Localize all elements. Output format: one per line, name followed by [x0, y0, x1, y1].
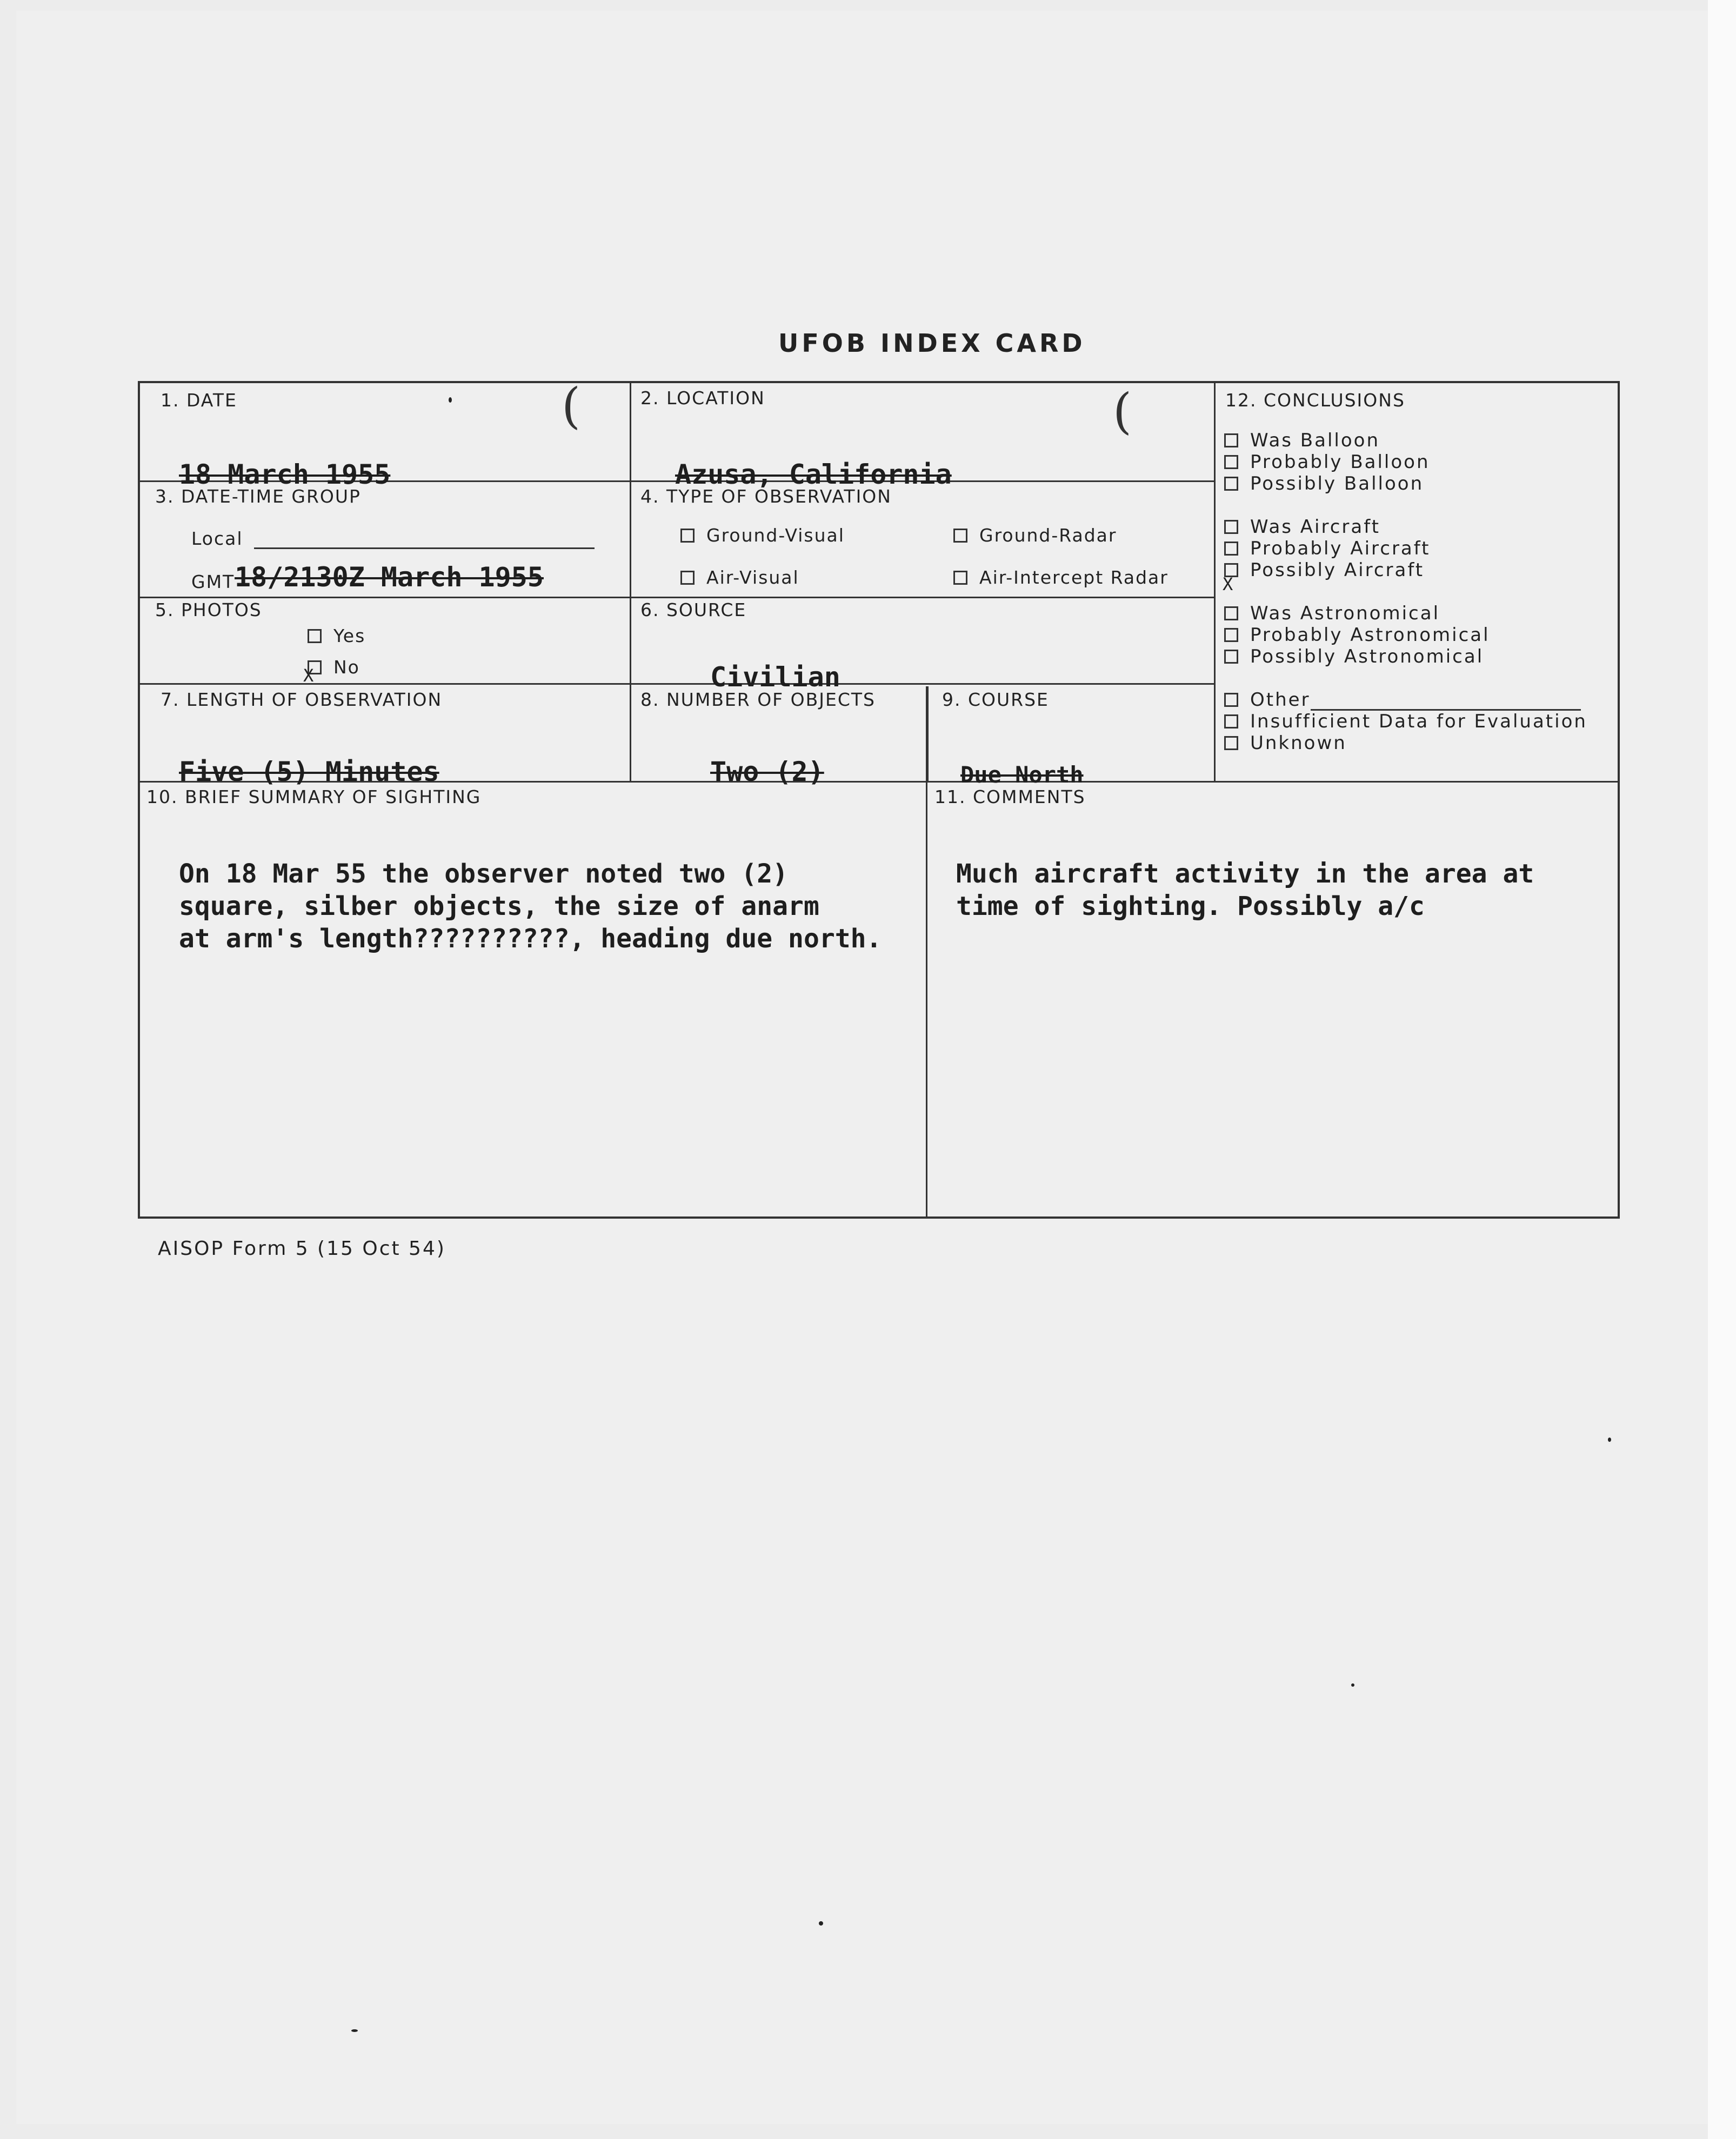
option-label: Ground-Radar [979, 525, 1117, 546]
checkbox-icon [1224, 650, 1238, 664]
gmt-label: GMT [191, 571, 235, 592]
conclusion-item [1224, 624, 1490, 646]
summary-line: square, silber objects, the size of anarm [179, 891, 819, 921]
option-label: Ground-Visual [706, 525, 845, 546]
option-air-visual [680, 567, 799, 588]
paren-mark: ( [1113, 383, 1132, 440]
checkbox-icon [953, 571, 967, 585]
comments-line: time of sighting. Possibly a/c [956, 891, 1425, 921]
source-value: Civilian [710, 661, 840, 693]
date-time-group-label: 3. DATE-TIME GROUP [155, 486, 361, 507]
checkbox-icon [1224, 714, 1238, 728]
conclusion-label: Other [1250, 689, 1311, 711]
date-label: 1. DATE [161, 390, 237, 411]
conclusion-label: Possibly Balloon [1250, 473, 1424, 494]
comments-label: 11. COMMENTS [934, 786, 1086, 807]
conclusion-item [1224, 516, 1380, 538]
checkbox-icon [1224, 693, 1238, 707]
location-label: 2. LOCATION [640, 387, 765, 409]
checkbox-icon [680, 571, 695, 585]
checkbox-icon [1224, 628, 1238, 642]
photos-no [308, 657, 360, 678]
checkbox-icon [953, 529, 967, 543]
summary-label: 10. BRIEF SUMMARY OF SIGHTING [146, 786, 482, 807]
conclusion-label: Possibly Aircraft [1250, 559, 1425, 581]
course-value: Due North [960, 761, 1084, 788]
conclusion-item [1224, 689, 1581, 711]
conclusion-item [1224, 430, 1380, 451]
gmt-value: 18/2130Z March 1955 [235, 562, 544, 593]
option-ground-radar [953, 525, 1117, 546]
conclusion-label: Probably Astronomical [1250, 624, 1490, 646]
divider [630, 383, 631, 781]
no-label: No [333, 657, 360, 678]
divider [927, 686, 929, 781]
conclusion-item [1224, 732, 1347, 754]
conclusion-item [1224, 451, 1430, 473]
conclusion-label: Probably Aircraft [1250, 538, 1431, 559]
option-ground-visual [680, 525, 845, 546]
conclusions-label: 12. CONCLUSIONS [1225, 390, 1405, 411]
index-card [138, 378, 1620, 1219]
divider [140, 683, 1214, 685]
checkbox-icon [308, 629, 322, 643]
conclusion-item [1224, 711, 1587, 732]
possibly-aircraft-x-mark: X [1223, 574, 1233, 594]
conclusion-item [1224, 538, 1430, 559]
conclusion-item [1224, 559, 1424, 581]
checkbox-icon [1224, 455, 1238, 469]
date-value: 18 March 1955 [179, 459, 391, 490]
scan-speck [819, 1921, 823, 1926]
conclusion-item [1224, 646, 1484, 667]
divider [1214, 383, 1216, 781]
photos-yes [308, 625, 365, 646]
summary-line: On 18 Mar 55 the observer noted two (2) [179, 859, 789, 889]
card-title: UFOB INDEX CARD [778, 329, 1086, 358]
form-footer: AISOP Form 5 (15 Oct 54) [158, 1238, 446, 1260]
length-of-observation-value: Five (5) Minutes [179, 756, 439, 787]
scan-speck [1351, 1683, 1354, 1687]
local-label [191, 528, 595, 549]
conclusion-label: Was Aircraft [1250, 516, 1380, 538]
checkbox-icon [1224, 736, 1238, 750]
yes-label: Yes [333, 625, 366, 646]
conclusion-label: Possibly Astronomical [1250, 646, 1484, 667]
checkbox-icon [1224, 477, 1238, 491]
checkbox-icon [1224, 606, 1238, 620]
option-air-intercept-radar [953, 567, 1169, 588]
summary-line: at arm's length??????????, heading due north. [179, 924, 882, 954]
conclusion-label: Was Astronomical [1250, 603, 1440, 624]
number-of-objects-value: Two (2) [710, 756, 824, 787]
source-label: 6. SOURCE [640, 599, 747, 620]
comments-line: Much aircraft activity in the area at [956, 859, 1534, 889]
photos-no-x-mark: X [303, 665, 314, 686]
checkbox-icon [1224, 433, 1238, 447]
checkbox-icon [1224, 542, 1238, 556]
conclusion-label: Insufficient Data for Evaluation [1250, 711, 1587, 732]
scan-speck [351, 2029, 358, 2032]
number-of-objects-label: 8. NUMBER OF OBJECTS [640, 689, 876, 710]
type-of-observation-label: 4. TYPE OF OBSERVATION [640, 486, 892, 507]
scan-margin [1708, 0, 1736, 2139]
local-field [254, 547, 595, 549]
conclusion-item [1224, 473, 1424, 494]
conclusion-label: Unknown [1250, 732, 1347, 754]
local-label-text: Local [191, 528, 243, 549]
conclusion-label: Was Balloon [1250, 430, 1380, 451]
course-label: 9. COURSE [942, 689, 1049, 710]
option-label: Air-Intercept Radar [979, 567, 1169, 588]
scan-speck [1608, 1438, 1611, 1442]
photos-label: 5. PHOTOS [155, 599, 262, 620]
conclusion-label: Probably Balloon [1250, 451, 1430, 473]
length-of-observation-label: 7. LENGTH OF OBSERVATION [161, 689, 443, 710]
checkbox-icon [1224, 520, 1238, 534]
location-value: Azusa, California [675, 459, 952, 490]
option-label: Air-Visual [706, 567, 799, 588]
checkbox-icon [680, 529, 695, 543]
paren-mark: ( [562, 378, 581, 435]
conclusion-item [1224, 603, 1440, 624]
divider [140, 597, 1214, 598]
